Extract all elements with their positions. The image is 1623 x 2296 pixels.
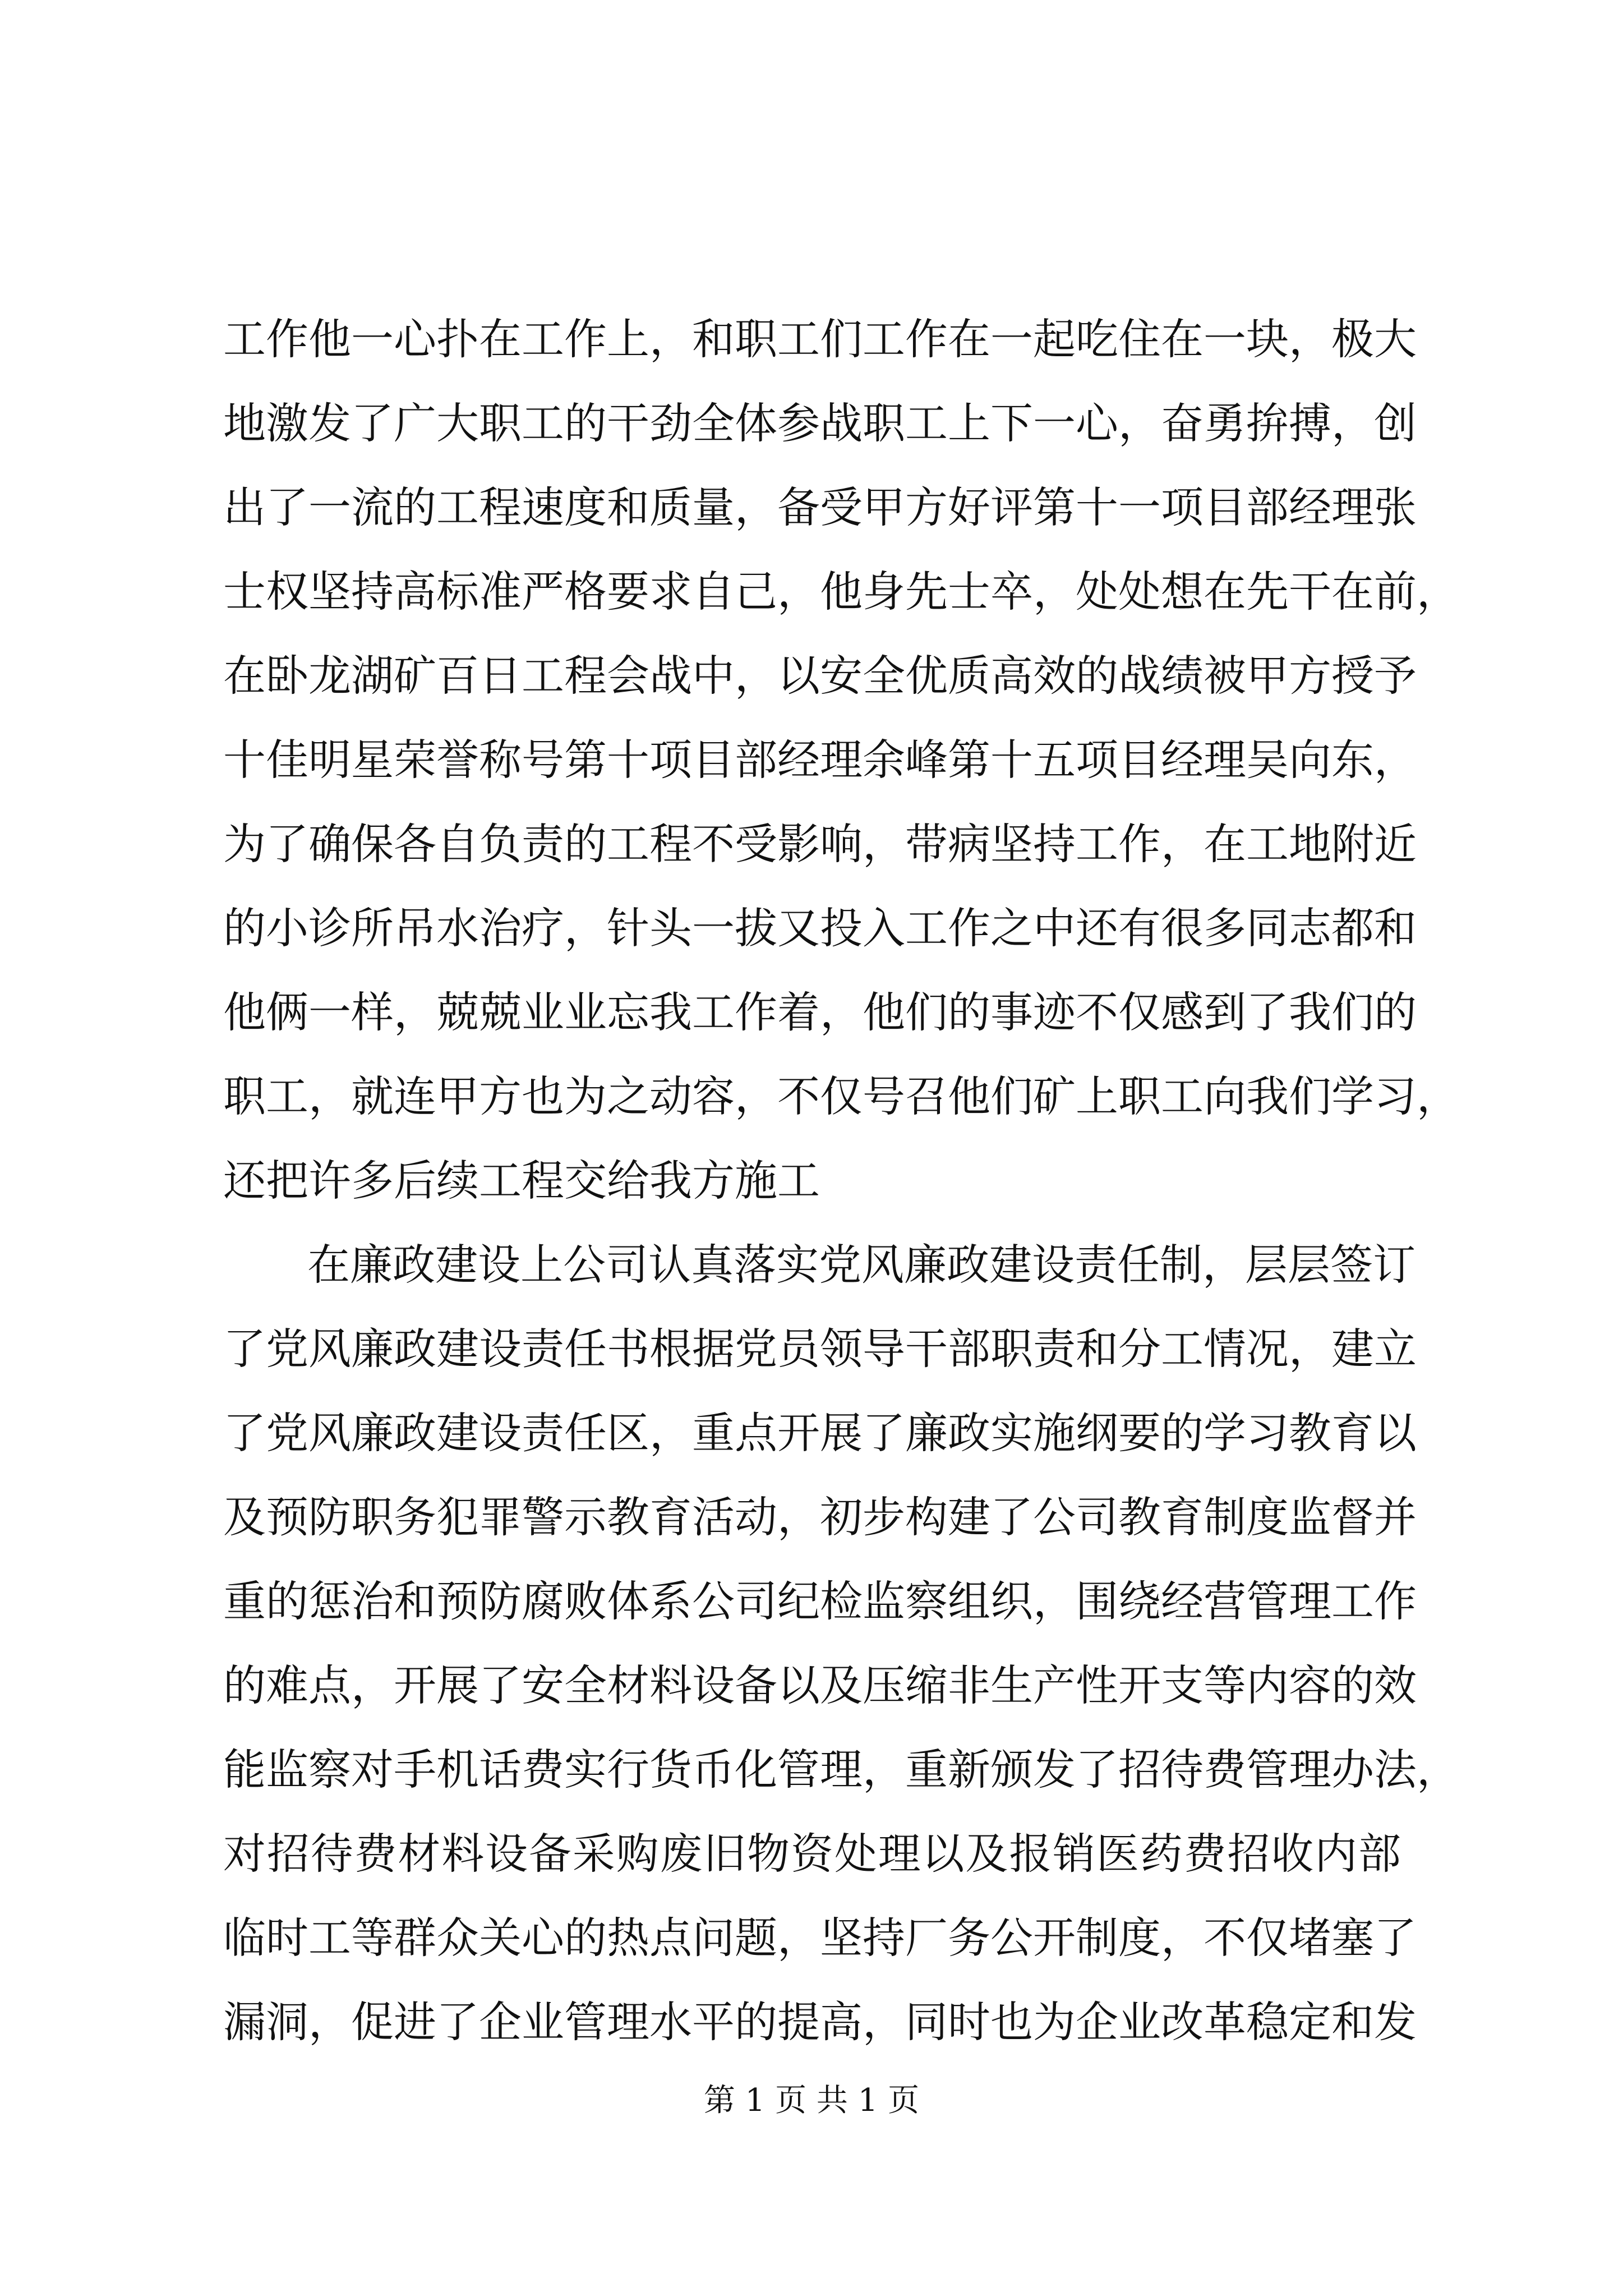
page-footer	[0, 2076, 1623, 2120]
paragraph-1	[223, 297, 1459, 1223]
text-line: 能监察对手机话费实行货币化管理，重新颁发了招待费管理办法，	[223, 1745, 1459, 1795]
text-line: 在卧龙湖矿百日工程会战中，以安全优质高效的战绩被甲方授予	[223, 651, 1417, 701]
text-line: 地激发了广大职工的干劲全体参战职工上下一心，奋勇拚搏，创	[223, 398, 1417, 448]
text-line: 漏洞，促进了企业管理水平的提高，同时也为企业改革稳定和发	[223, 1997, 1417, 2047]
text-line: 他俩一样，兢兢业业忘我工作着，他们的事迹不仅感到了我们的	[223, 987, 1417, 1037]
page-number: 第 1 页 共 1 页	[703, 2082, 920, 2119]
text-line: 十佳明星荣誉称号第十项目部经理余峰第十五项目经理吴向东，	[223, 735, 1417, 785]
paragraph-2	[223, 1223, 1459, 2064]
text-line: 重的惩治和预防腐败体系公司纪检监察组织，围绕经营管理工作	[223, 1576, 1417, 1626]
text-line: 及预防职务犯罪警示教育活动，初步构建了公司教育制度监督并	[223, 1492, 1417, 1542]
text-line: 还把许多后续工程交给我方施工	[223, 1156, 820, 1205]
text-line: 工作他一心扑在工作上，和职工们工作在一起吃住在一块，极大	[223, 314, 1417, 364]
text-line: 出了一流的工程速度和质量，备受甲方好评第十一项目部经理张	[223, 482, 1417, 532]
text-line: 的难点，开展了安全材料设备以及压缩非生产性开支等内容的效	[223, 1660, 1417, 1710]
text-line: 为了确保各自负责的工程不受影响，带病坚持工作，在工地附近	[223, 819, 1417, 869]
text-line: 了党风廉政建设责任区，重点开展了廉政实施纲要的学习教育以	[223, 1408, 1417, 1458]
text-line: 士权坚持高标准严格要求自己，他身先士卒，处处想在先干在前，	[223, 567, 1459, 616]
text-line: 临时工等群众关心的热点问题，坚持厂务公开制度，不仅堵塞了	[223, 1913, 1417, 1963]
text-line: 的小诊所吊水治疗，针头一拔又投入工作之中还有很多同志都和	[223, 903, 1417, 953]
text-line: 对招待费材料设备采购废旧物资处理以及报销医药费招收内部	[223, 1829, 1401, 1879]
text-line: 了党风廉政建设责任书根据党员领导干部职责和分工情况，建立	[223, 1324, 1417, 1374]
text-line: 在廉政建设上公司认真落实党风廉政建设责任制，层层签订	[307, 1240, 1415, 1290]
text-line: 职工，就连甲方也为之动容，不仅号召他们矿上职工向我们学习，	[223, 1071, 1459, 1121]
document-body	[223, 297, 1459, 2064]
